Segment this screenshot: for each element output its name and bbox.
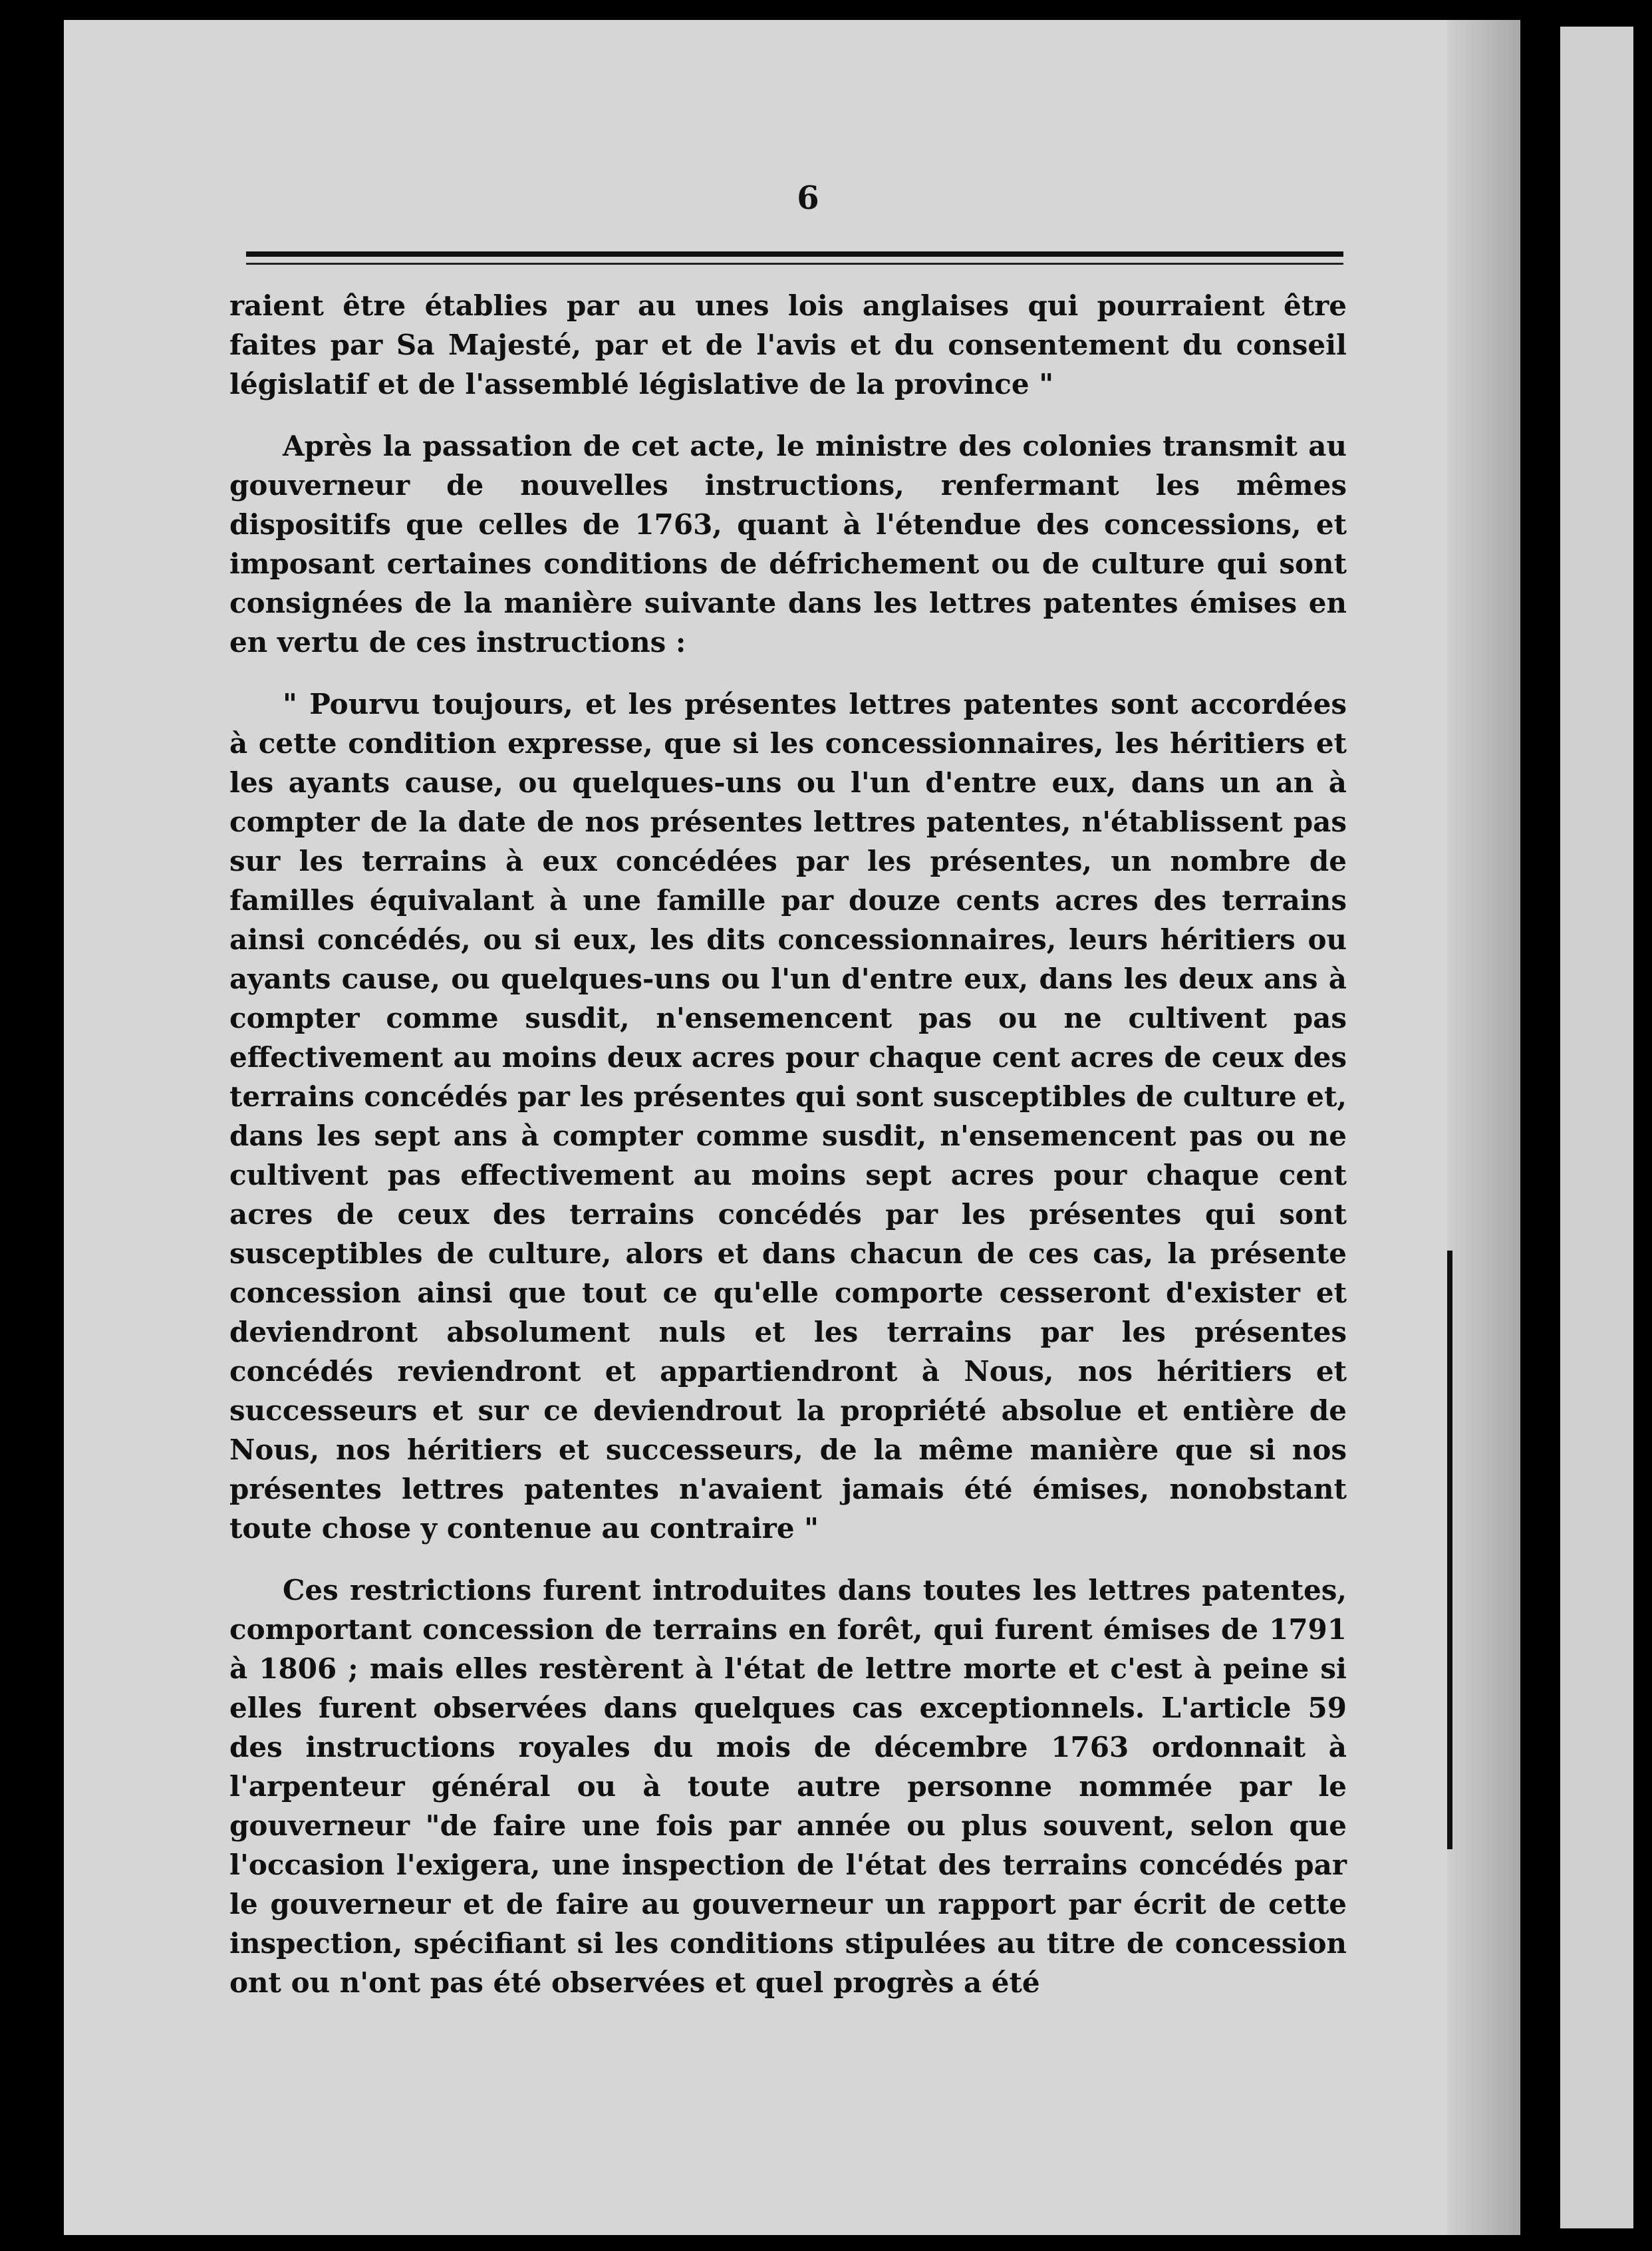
scan-border (1633, 0, 1652, 2251)
page-edge-shadow (1447, 20, 1520, 2235)
paragraph-instructions: Après la passation de cet acte, le ministre des colonies transmit au gouverneur de nouvelles instructions, renfermant les mêmes dispositifs que celles de 1763, quant à l'étendue des concessions, et imposant certaines conditions de défrichement ou de culture qui sont consignées de la manière suivante dans les lettres patentes émises en en vertu de ces instructions : (229, 430, 1347, 659)
paragraph-continuation: raient être établies par au unes lois anglaises qui pourraient être faites par Sa Majesté, par et de l'avis et du consentement du conseil législatif et de l'assemblé législative de la province " (229, 289, 1347, 400)
page-number: 6 (797, 180, 819, 217)
book-gutter (1520, 0, 1560, 2251)
body-text (229, 286, 1347, 2002)
paragraph-restrictions: Ces restrictions furent introduites dans toutes les lettres patentes, comportant concession de terrains en forêt, qui furent émises de 1791 à 1806 ; mais elles restèrent à l'état de lettre morte et c'est à peine si elles furent observées dans quelques cas exceptionnels. L'article 59 des instructions royales du mois de décembre 1763 ordonnait à l'arpenteur général ou à toute autre personne nommée par le gouverneur "de faire une fois par année ou plus souvent, selon que l'occasion l'exigera, une inspection de l'état des terrains concédés par le gouverneur et de faire au gouverneur un rapport par écrit de cette inspection, spécifiant si les conditions stipulées au titre de concession ont ou n'ont pas été observées et quel progrès a été (229, 1574, 1347, 1999)
page-edge-mark (1447, 1251, 1452, 1849)
adjacent-page-strip (1560, 27, 1633, 2228)
header-rule (246, 251, 1343, 257)
header-rule-thin (246, 263, 1343, 265)
paragraph-quotation: " Pourvu toujours, et les présentes lettres patentes sont accordées à cette condition expresse, que si les concessionnaires, les héritiers et les ayants cause, ou quelques-uns ou l'un d'entre eux, dans un an à compter de la date de nos présentes lettres patentes, n'établissent pas sur les terrains à eux concédées par les présentes, un nombre de familles équivalant à une famille par douze cents acres des terrains ainsi concédés, ou si eux, les dits concessionnaires, leurs héritiers ou ayants cause, ou quelques-uns ou l'un d'entre eux, dans les deux ans à compter comme susdit, n'ensemencent pas ou ne cultivent pas effectivement au moins deux acres pour chaque cent acres de ceux des terrains concédés par les présentes qui sont susceptibles de culture et, dans les sept ans à compter comme susdit, n'ensemencent pas ou ne cultivent pas effectivement au moins sept acres pour chaque cent acres de ceux des terrains concédés par les présentes qui sont susceptibles de culture, alors et dans chacun de ces cas, la présente concession ainsi que tout ce qu'elle comporte cesseront d'exister et deviendront absolument nuls et les terrains par les présentes concédés reviendront et appartiendront à Nous, nos héritiers et successeurs et sur ce deviendrout la propriété absolue et entière de Nous, nos héritiers et successeurs, de la même manière que si nos présentes lettres patentes n'avaient jamais été émises, nonobstant toute chose y contenue au contraire " (229, 688, 1347, 1545)
